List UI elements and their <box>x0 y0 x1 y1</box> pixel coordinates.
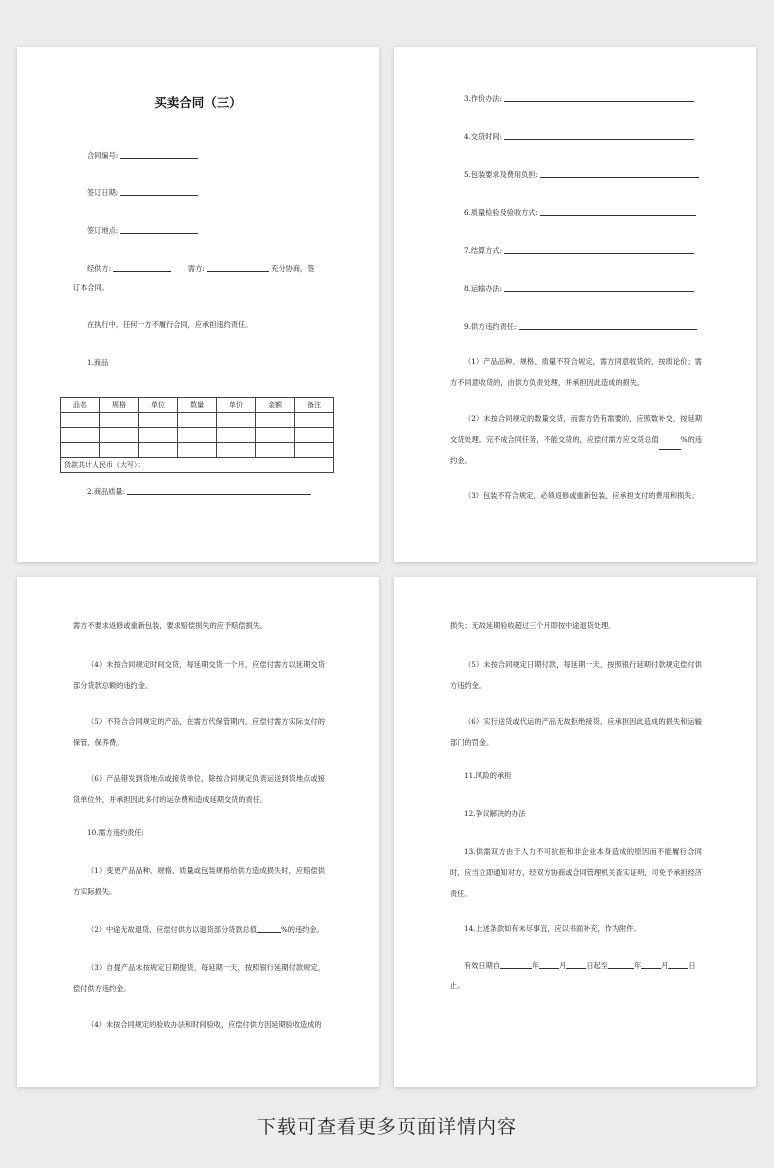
refund-text: （2）中途无故退货，应偿付供方以退货部分货款总值 <box>87 924 257 934</box>
item-7 <box>464 246 694 254</box>
buyer-label: 需方: <box>187 263 205 273</box>
sign-date-blank <box>120 188 198 196</box>
supplier-blank <box>113 264 171 272</box>
supplier-breach-1: （1）产品品种、规格、质量不符合规定，需方同意收货的，按质论价；需方不同意收货的，由供方负责处理，并承担因此造成的损失。 <box>450 357 702 387</box>
item-4-label: 4.交货时间: <box>464 131 503 141</box>
col-header: 单位 <box>139 398 178 413</box>
blank <box>539 961 559 969</box>
year-label: 年 <box>633 960 642 970</box>
col-header: 单价 <box>217 398 256 413</box>
table-row <box>61 428 334 443</box>
col-header: 规格 <box>100 398 139 413</box>
refund-suffix: %的违约金。 <box>280 924 324 934</box>
item-9 <box>464 322 697 330</box>
paragraph <box>87 925 324 933</box>
risk-heading: 11.风险的承担 <box>464 771 512 780</box>
paragraph: （1）变更产品品种、规格、质量或包装规格给供方造成损失时，应赔偿供方实际损失。 <box>73 866 325 896</box>
item-2-label: 2.商品质量: <box>87 486 126 496</box>
contract-no-field <box>87 151 198 159</box>
item-6-blank <box>540 208 696 216</box>
paragraph: （6）实行送货或代运的产品无故拒绝接货，应承担因此造成的损失和运输部门的罚金。 <box>450 717 702 747</box>
dispute-heading: 12.争议解决的办法 <box>464 809 526 818</box>
supplier-breach-3: （3）包装不符合规定，必须返修或重新包装，应承担支付的费用和损失； <box>464 491 699 500</box>
item-9-label: 9.供方违约责任: <box>464 321 517 331</box>
item-5-blank <box>540 170 699 178</box>
contract-title: 买卖合同（三） <box>154 95 242 110</box>
month-label: 月 <box>559 960 567 970</box>
table-total: 货款共计人民币（大写）： <box>61 458 334 473</box>
blank <box>608 961 634 969</box>
item-4 <box>464 132 694 140</box>
paragraph: （3）自提产品未按规定日期提货，每延期一天，按照银行延期付款规定，偿付供方违约金。 <box>73 963 325 993</box>
sign-place-field <box>87 226 198 234</box>
valid-from-label: 有效日期自 <box>464 960 500 970</box>
buyer-blank <box>207 264 269 272</box>
paragraph: 14.上述条款如有未尽事宜，应以书面补充，作为附件。 <box>464 924 641 933</box>
item-3-label: 3.作价办法: <box>464 93 503 103</box>
day-label: 日 <box>688 960 696 970</box>
buyer-breach-heading: 10.需方违约责任: <box>87 828 144 837</box>
blank <box>641 961 661 969</box>
supplier-breach-2-text: （2）未按合同规定的数量交货，而需方仍有需要的，应照数补交，按延期交货处理。完不成合同任务，不能交货的，应偿付需方应交货总值 <box>450 414 702 444</box>
contract-page-2 <box>394 47 756 562</box>
contract-page-3 <box>17 577 379 1087</box>
item-2-blank <box>127 487 311 495</box>
percent-blank <box>659 442 681 450</box>
end-text: 止。 <box>450 981 465 990</box>
negotiate-text: 充分协商，签 <box>271 263 315 273</box>
supplier-label: 经供方: <box>87 263 111 273</box>
blank <box>566 961 586 969</box>
blank <box>668 961 688 969</box>
item-7-label: 7.结算方式: <box>464 245 503 255</box>
paragraph: （4）未按合同规定时间交货，每延期交货一个月，应偿付需方以延期交货部分货款总额的违约金。 <box>73 660 325 690</box>
col-header: 金额 <box>256 398 295 413</box>
paragraph: （5）不符合合同规定的产品，在需方代保管期内，应偿付需方实际支付的保管、保养费。 <box>73 717 325 747</box>
table-row <box>61 413 334 428</box>
paragraph: （4）未按合同规定的验收办法和时间验收，应偿付供方因延期验收造成的 <box>87 1020 322 1029</box>
item-2-quality <box>87 487 311 495</box>
item-6-label: 6.质量检验及验收方式: <box>464 207 538 217</box>
item-3-blank <box>504 94 694 102</box>
supplier-breach-2-suffix: %的违约金。 <box>450 435 702 465</box>
contract-page-4 <box>394 577 756 1087</box>
paragraph: （6）产品错发到货地点或接货单位，除按合同规定负责运送到货地点或接货单位外，并承担因此多付的运杂费和造成延期交货的责任。 <box>73 774 325 804</box>
paragraph: 13.供需双方由于人力不可抗拒和非企业本身造成的原因而不能履行合同时，应当立即通知对方，经双方协商或合同管理机关查实证明，可免予承担经济责任。 <box>450 847 702 898</box>
table-total-row <box>61 458 334 473</box>
day-from-label: 日起至 <box>586 960 608 970</box>
item-1-goods: 1.商品 <box>87 358 109 367</box>
breach-text: 在执行中，任何一方不履行合同，应承担违约责任。 <box>87 320 253 329</box>
contract-no-label: 合同编号: <box>87 150 119 160</box>
item-5 <box>464 170 699 178</box>
item-8 <box>464 284 694 292</box>
item-6 <box>464 208 696 216</box>
col-header: 数量 <box>178 398 217 413</box>
contract-page-1 <box>17 47 379 562</box>
month-label: 月 <box>661 960 669 970</box>
item-4-blank <box>504 132 694 140</box>
item-8-label: 8.运输办法: <box>464 283 503 293</box>
col-header: 备注 <box>295 398 334 413</box>
paragraph: 损失；无故延期验收超过三个月即按中途退货处理。 <box>450 621 616 630</box>
percent-blank <box>257 925 281 933</box>
paragraph: （5）未按合同规定日期付款，每延期一天，按照银行延期付款规定偿付供方违约金。 <box>450 660 702 690</box>
paragraph: 需方不要求返修或重新包装，要求赔偿损失的应予赔偿损失。 <box>73 621 268 630</box>
goods-table-header <box>61 398 334 413</box>
sign-date-label: 签订日期: <box>87 187 119 197</box>
blank <box>500 961 532 969</box>
sign-date-field <box>87 188 198 196</box>
item-7-blank <box>504 246 694 254</box>
table-row <box>61 443 334 458</box>
validity-line <box>464 961 696 969</box>
contract-no-blank <box>120 151 198 159</box>
parties-line <box>87 264 314 272</box>
item-8-blank <box>504 284 694 292</box>
sign-place-label: 签订地点: <box>87 225 119 235</box>
col-header: 品名 <box>61 398 100 413</box>
supplier-breach-2 <box>450 408 702 471</box>
sign-place-blank <box>120 226 198 234</box>
sign-contract-text: 订本合同。 <box>73 283 109 292</box>
item-5-label: 5.包装要求及费用负担: <box>464 169 538 179</box>
item-3 <box>464 94 694 102</box>
goods-table <box>60 397 334 473</box>
download-prompt: 下载可查看更多页面详情内容 <box>256 1116 517 1138</box>
item-9-blank <box>519 322 697 330</box>
year-label: 年 <box>531 960 540 970</box>
